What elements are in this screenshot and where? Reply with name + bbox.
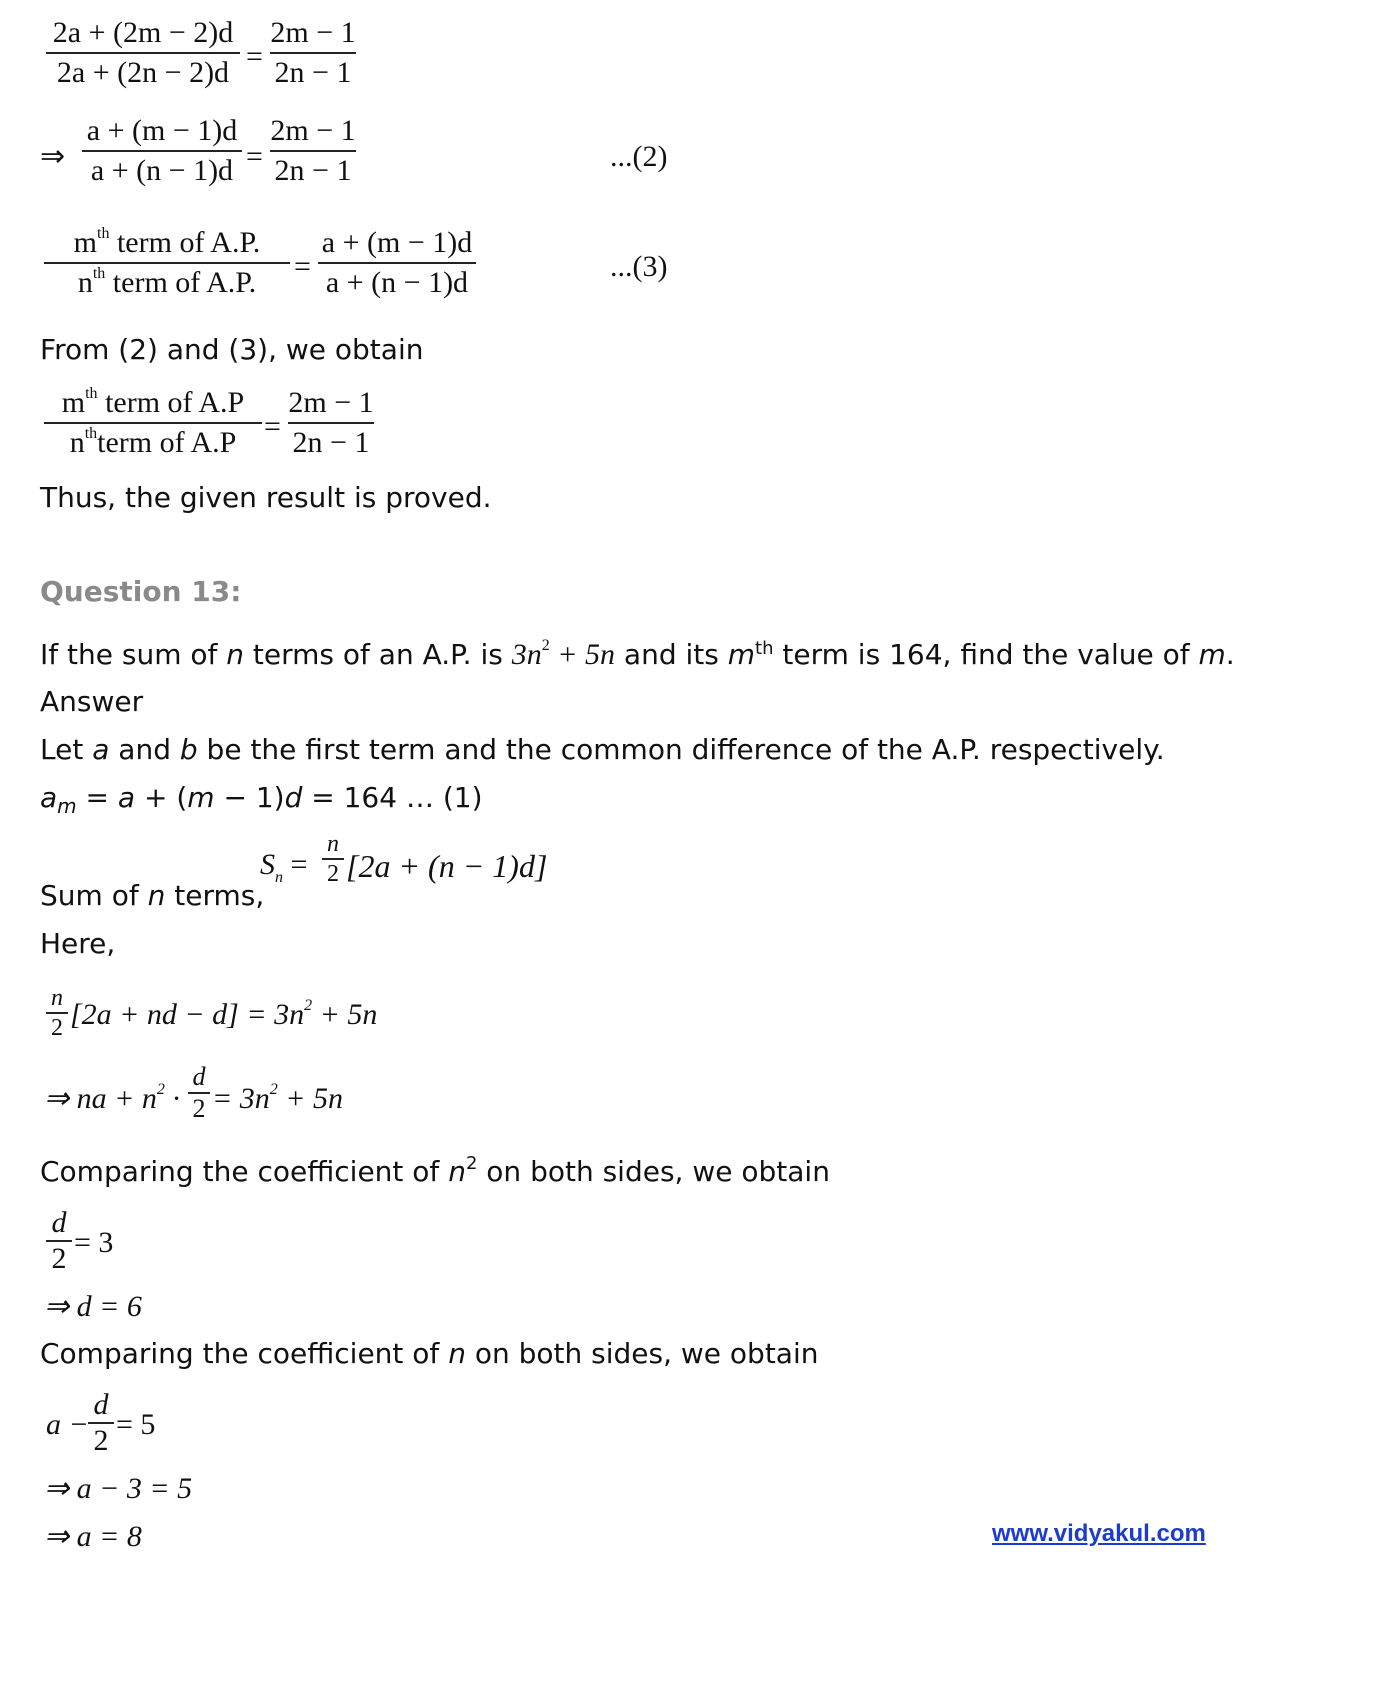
fraction-bar — [270, 52, 356, 54]
answer-label: Answer — [40, 685, 144, 718]
eq2-arrow: ⇒ — [40, 140, 66, 173]
fraction-bar — [318, 262, 476, 264]
eq1-left-denominator: 2a + (2n − 2)d — [56, 56, 230, 89]
compare-n-text: Comparing the coefficient of n on both sides, we obtain — [40, 1337, 819, 1370]
eq1-right-denominator: 2n − 1 — [274, 56, 352, 89]
eq4-right-fraction — [288, 388, 374, 458]
proved-text: Thus, the given result is proved. — [40, 481, 492, 514]
eq2-right-fraction — [270, 116, 356, 186]
eq11: ⇒ a = 8 — [44, 1520, 142, 1553]
eq4-equals: = — [264, 410, 281, 443]
eq7-rest: = 3 — [74, 1226, 114, 1259]
fraction-bar — [82, 150, 242, 152]
from-text: From (2) and (3), we obtain — [40, 333, 424, 366]
eq3-equals: = — [294, 250, 311, 283]
eq1-equals: = — [246, 40, 263, 73]
eq2-left-numerator: a + (m − 1)d — [86, 114, 238, 147]
fraction-bar — [44, 422, 262, 424]
eq2-equals: = — [246, 140, 263, 173]
eq3-left-denominator: $n^{th}$ term of A.P. — [77, 265, 257, 299]
eq9-left: a − — [46, 1408, 89, 1441]
sn-fraction: n 2 — [322, 832, 344, 886]
eq10: ⇒ a − 3 = 5 — [44, 1472, 193, 1505]
fraction-bar — [270, 150, 356, 152]
eq2-right-denominator: 2n − 1 — [274, 154, 352, 187]
sn-bracket: [2a + (n − 1)d] — [346, 848, 548, 884]
eq2-tag: ...(2) — [610, 140, 668, 173]
question-text: If the sum of n terms of an A.P. is $3n^2 + 5n$ and its $m^{th}$ term is 164, find the value of m. — [40, 637, 1235, 671]
fraction-bar — [44, 262, 290, 264]
eq2-left-denominator: a + (n − 1)d — [90, 154, 234, 187]
sum-text: Sum of n terms, — [40, 879, 265, 912]
eq2-right-numerator: 2m − 1 — [270, 114, 356, 147]
eq8: ⇒ d = 6 — [44, 1290, 142, 1323]
eq7-fraction: d 2 — [46, 1208, 72, 1274]
footer-link[interactable]: www.vidyakul.com — [992, 1520, 1206, 1547]
eq1-right-fraction — [270, 18, 356, 88]
eq3-right-numerator: a + (m − 1)d — [321, 226, 473, 259]
eq9-rest: = 5 — [116, 1408, 156, 1441]
compare-n2-text: Comparing the coefficient of $n^2$ on both sides, we obtain — [40, 1153, 830, 1188]
fraction-bar — [322, 858, 344, 860]
eq1-left-fraction — [46, 18, 240, 88]
eq4-right-denominator: 2n − 1 — [292, 426, 370, 459]
eq9-fraction: d 2 — [88, 1390, 114, 1456]
fraction-bar — [288, 422, 374, 424]
eq6-fraction: d 2 — [188, 1064, 210, 1122]
eq4-right-numerator: 2m − 1 — [288, 386, 374, 419]
eq1-right-numerator: 2m − 1 — [270, 16, 356, 49]
fraction-bar — [46, 52, 240, 54]
eq4-left-denominator: $n^{th}term$ of A.P — [69, 425, 237, 459]
eq5-fraction: n 2 — [46, 986, 68, 1040]
eq3-right-denominator: a + (n − 1)d — [325, 266, 469, 299]
eq2-left-fraction — [82, 116, 242, 186]
eq1-left-numerator: 2a + (2m − 2)d — [52, 16, 234, 49]
fraction-bar — [46, 1012, 68, 1014]
let-text: Let a and b be the first term and the common difference of the A.P. respectively. — [40, 733, 1165, 766]
eq3-left-fraction — [44, 225, 290, 299]
question-title: Question 13: — [40, 575, 242, 608]
eq6-rest: = $3n^2 + 5n$ — [212, 1081, 343, 1115]
eq5-rest: [2a + nd − $d] = 3n^2 + 5n$ — [70, 997, 378, 1031]
eq3-left-numerator: $m^{th}$ term of A.P. — [73, 225, 261, 259]
sn-symbol: $S_n$ = — [260, 848, 308, 886]
eq4-left-fraction — [44, 385, 262, 459]
eq6-left: ⇒ na + $n^2$ · — [44, 1081, 180, 1115]
here-text: Here, — [40, 927, 116, 960]
eq3-right-fraction — [318, 228, 476, 298]
eq3-tag: ...(3) — [610, 250, 668, 283]
eq4-left-numerator: $m^{th}$ term of A.P — [61, 385, 245, 419]
am-equation: $a_m = a + (m - 1)d = 164$ … (1) — [40, 781, 483, 818]
